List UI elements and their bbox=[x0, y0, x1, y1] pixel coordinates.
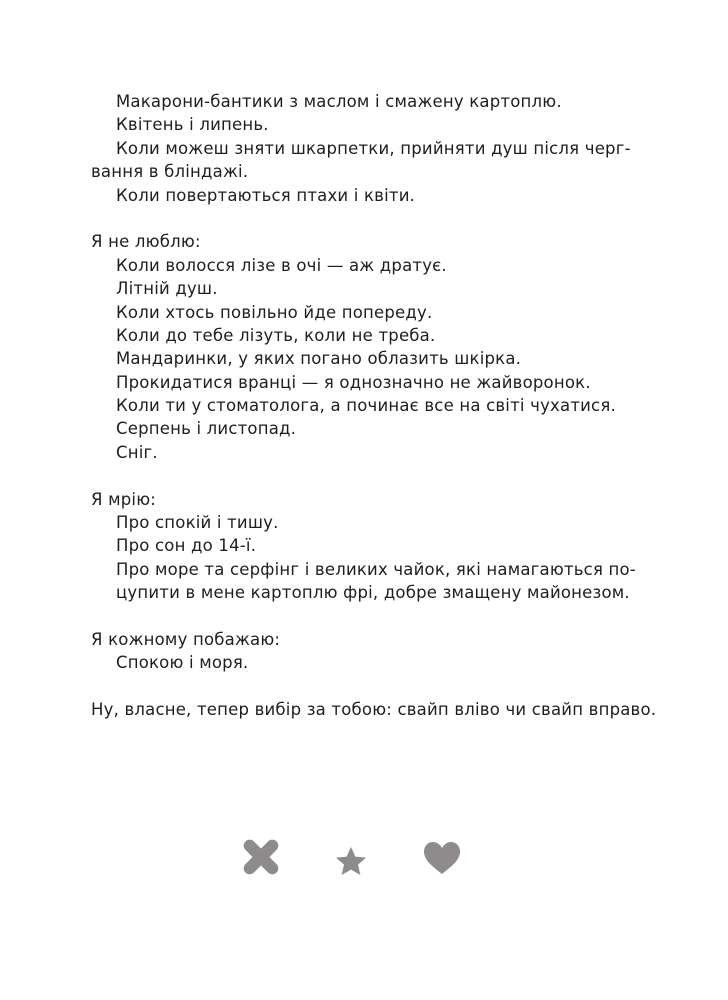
wishes-heading: Я кожному побажаю: bbox=[91, 629, 281, 649]
paragraph-gap bbox=[91, 207, 631, 230]
dreams-item: Про море та серфінг і великих чайок, які намагаються по- bbox=[116, 559, 636, 579]
star-icon[interactable] bbox=[335, 846, 367, 876]
dreams-item: Про сон до 14-ї. bbox=[116, 536, 257, 556]
dreams-item-continuation: цупити в мене картоплю фрі, добре змащену майонезом. bbox=[116, 583, 630, 603]
heart-icon[interactable] bbox=[423, 841, 461, 875]
dislikes-item: Серпень і листопад. bbox=[116, 419, 297, 439]
dislikes-item: Прокидатися вранці — я однозначно не жайворонок. bbox=[116, 372, 591, 392]
dislikes-heading: Я не люблю: bbox=[91, 232, 201, 252]
x-icon[interactable] bbox=[242, 838, 280, 876]
dislikes-item: Мандаринки, у яких погано облазить шкірка. bbox=[116, 349, 522, 369]
likes-item: Макарони-бантики з маслом і смажену картоплю. bbox=[116, 92, 562, 111]
likes-item: Коли повертаються птахи і квіти. bbox=[116, 185, 416, 205]
paragraph-gap bbox=[91, 675, 631, 698]
action-icons bbox=[0, 838, 728, 882]
dreams-heading: Я мрію: bbox=[91, 489, 157, 509]
paragraph-gap bbox=[91, 464, 631, 487]
closing-line: Ну, власне, тепер вибір за тобою: свайп вліво чи свайп вправо. bbox=[91, 700, 657, 720]
paragraph-gap bbox=[91, 605, 631, 628]
likes-item: Коли можеш зняти шкарпетки, прийняти душ після черг- bbox=[116, 138, 631, 158]
likes-item: Квітень і липень. bbox=[116, 115, 269, 135]
wishes-item: Спокою і моря. bbox=[116, 653, 249, 673]
dislikes-item: Коли волосся лізе в очі — аж дратує. bbox=[116, 255, 447, 275]
dislikes-item: Літній душ. bbox=[116, 279, 218, 299]
text-block bbox=[91, 90, 657, 722]
dreams-item: Про спокій і тишу. bbox=[116, 513, 279, 533]
dislikes-item: Коли хтось повільно йде попереду. bbox=[116, 302, 433, 322]
dislikes-item: Коли до тебе лізуть, коли не треба. bbox=[116, 325, 436, 345]
dislikes-item: Сніг. bbox=[116, 442, 158, 462]
dislikes-item: Коли ти у стоматолога, а починає все на світі чухатися. bbox=[116, 396, 616, 416]
likes-item-continuation: вання в бліндажі. bbox=[91, 162, 249, 182]
